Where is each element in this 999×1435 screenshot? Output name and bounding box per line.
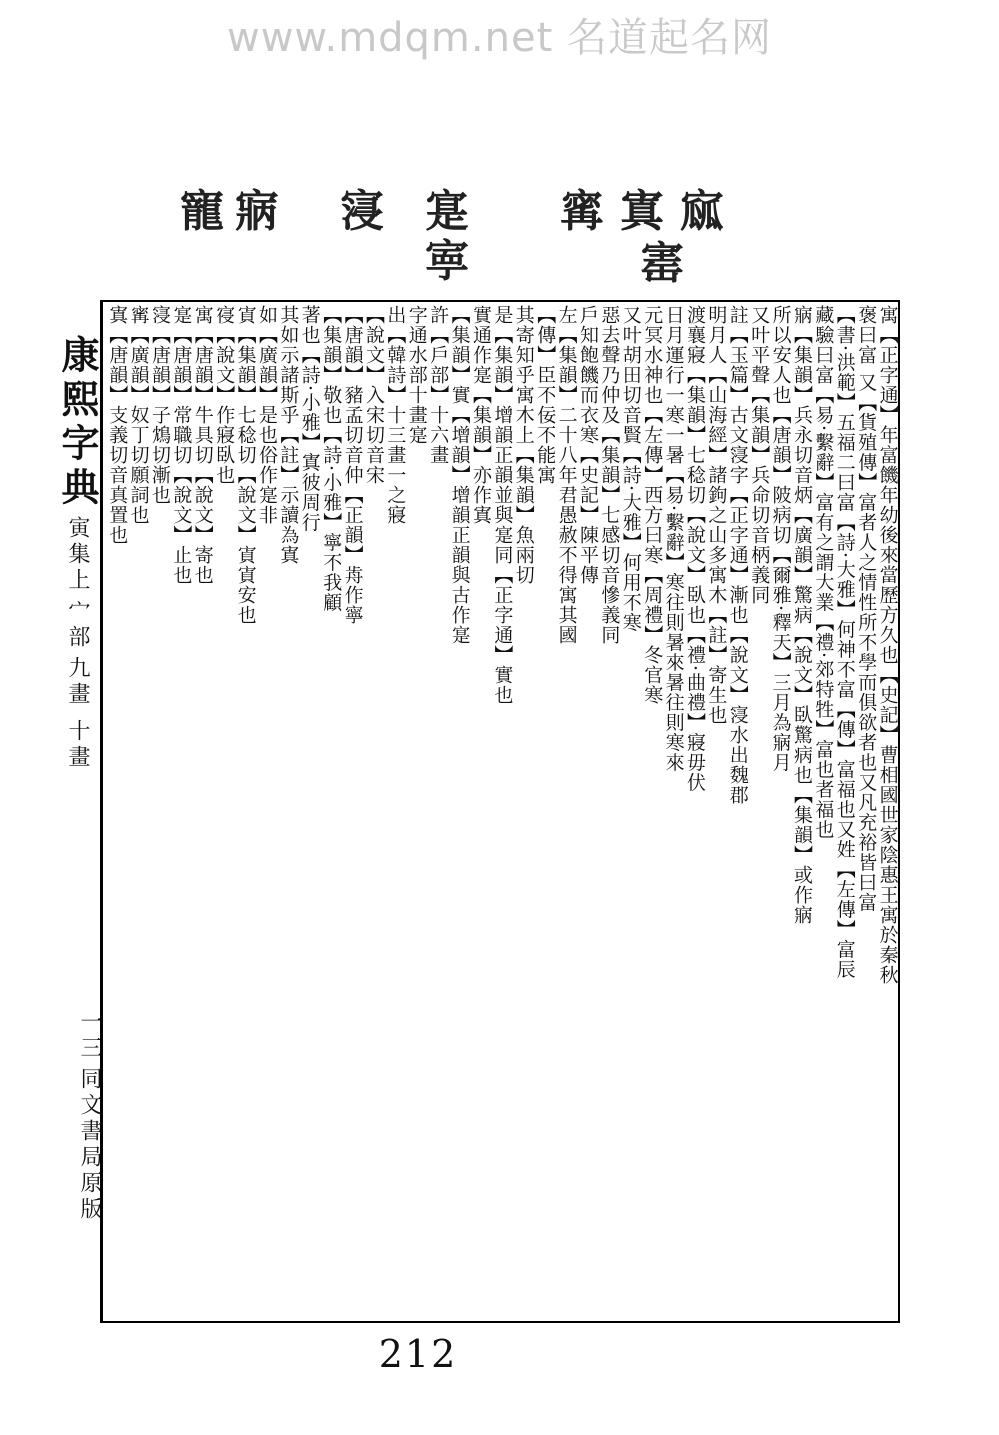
text-column: 是【集韻】增韻正韻並與寔同【正字通】實也	[491, 305, 514, 705]
publisher-label: 同文書局原版	[77, 1067, 102, 1224]
spine-footer	[50, 1010, 105, 1330]
text-column: 寗【廣韻】奴丁切願詞也	[127, 305, 150, 525]
text-column: 【集韻】敬也【詩·小雅】寧不我顧	[320, 305, 343, 613]
text-column: 其如示諸斯乎【註】示讀為寘	[277, 305, 300, 565]
page-number: 212	[378, 1332, 458, 1376]
text-column: 【說文】入宋切音宋	[363, 305, 385, 485]
text-column: 寓【正字通】年富饑年幼後來當歷方久也【史記】曹相國世家陰惠王寓於秦秋	[876, 305, 899, 985]
text-column: 元冥水神也【左傳】西方曰寒【周禮】冬官寒	[641, 305, 664, 705]
text-column: 寓【唐韻】牛具切【說文】寄也	[191, 305, 214, 585]
text-column: 寎【集韻】兵永切音炳【廣韻】驚病【說文】臥驚病也【集韻】或作寎	[791, 305, 813, 925]
text-column: 寊【集韻】七稔切【說文】寊寊安也	[234, 305, 257, 625]
site-watermark: www.mdqm.net 名道起名网	[227, 15, 772, 61]
text-column: 出【韓詩】十三畫一之寢	[384, 305, 407, 525]
text-column: 如【廣韻】是也俗作寔非	[256, 305, 278, 525]
dictionary-body	[104, 305, 899, 1317]
seal-char: 寘	[620, 186, 664, 237]
text-column: 日月運行一寒一暑【易·繫辭】寒往則暑來暑往則寒來	[662, 305, 685, 773]
book-title: 康熙字典	[55, 335, 100, 511]
seal-char: 寕	[425, 236, 469, 287]
text-column: 褒曰富 又【貨殖傳】富者人之情性所不學而俱欲者也又凡充裕皆曰富	[855, 305, 878, 913]
text-column: 許【戶部】十六畫	[427, 305, 450, 465]
stroke-label: 九畫 十畫	[65, 656, 90, 772]
text-column: 所以安人也【唐韻】陂病切【爾雅·釋天】三月為寎月	[769, 305, 792, 773]
text-column: 【唐韻】豬孟切音仲【正韻】歬作寧	[341, 305, 364, 625]
text-column: 明月人【山海經】諸鉤之山多寓木【註】寄生也	[705, 305, 728, 725]
seal-char: 寖	[340, 186, 384, 237]
text-column: 寘【唐韻】支義切音真置也	[106, 305, 129, 545]
text-column: 其寄知乎寓木上【集韻】魚兩切	[512, 305, 535, 585]
seal-char: 寔	[425, 186, 469, 237]
section-label: 寅集上	[65, 516, 90, 595]
text-column: 寖【唐韻】子鴆切漸也	[149, 305, 171, 505]
text-column: 寑【說文】作寢臥也	[213, 305, 236, 485]
text-column: 戶知飽饑而衣寒【史記】陳平傳	[577, 305, 599, 585]
text-column: 【集韻】實【增韻】增韻正韻與古作寔	[448, 305, 471, 645]
text-column: 又叶平聲【集韻】兵命切音柄義同	[748, 305, 771, 605]
text-column: 註【玉篇】古文寖字【正字通】漸也【說文】寖水出魏郡	[726, 305, 749, 805]
seal-char: 寚	[640, 238, 684, 289]
text-column: 著也【詩·小雅】寘彼周行	[298, 305, 321, 533]
seal-char: 寙	[680, 186, 724, 237]
radical-label: 宀部	[65, 599, 90, 652]
seal-char: 寗	[560, 186, 604, 237]
text-column: 【書·洪範】五福二曰富【詩·大雅】何神不富【傳】富福也又姓【左傳】富辰	[833, 305, 856, 980]
text-column: 渡襄寢【集韻】七稔切【說文】臥也【禮·曲禮】寢毋伏	[684, 305, 706, 793]
text-column: 實通作寔【集韻】亦作寘	[470, 305, 492, 525]
text-column: 藏驗曰富【易·繫辭】富有之謂大業【禮·郊特牲】富也者福也	[812, 305, 835, 840]
page-label: 一三	[77, 1010, 102, 1062]
text-column: 左【集韻】二十八年君愚赦不得寓其國	[555, 305, 578, 645]
text-column: 【傳】臣不佞不能寓	[534, 305, 557, 485]
text-column: 惡去聲乃仲及【集韻】七感切音慘義同	[598, 305, 621, 645]
seal-char: 寵	[180, 186, 224, 237]
text-column: 又叶胡田切音賢【詩·大雅】何用不寒	[619, 305, 642, 633]
text-column: 寔【唐韻】常職切【說文】止也	[170, 305, 193, 585]
seal-char: 寎	[235, 186, 279, 237]
seal-script-row	[180, 186, 740, 300]
text-column: 字通水部十畫寔	[405, 305, 428, 445]
